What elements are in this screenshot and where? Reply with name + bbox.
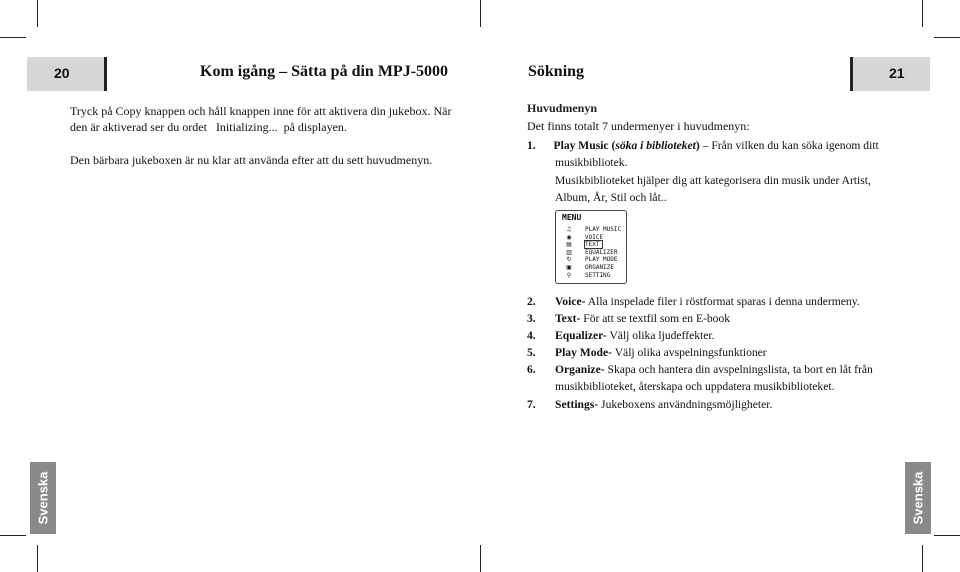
- settings-icon: ⚲: [566, 271, 572, 279]
- screen-menu-label: SETTING: [585, 271, 611, 279]
- screen-menu-list: [562, 226, 622, 279]
- screen-menu-label: PLAY MUSIC: [585, 226, 622, 233]
- item-name: Play Music (: [553, 139, 616, 152]
- crop-mark: [37, 0, 38, 27]
- menu-item-1: [527, 137, 907, 154]
- item-description: Välj olika ljudeffekter.: [606, 329, 715, 342]
- item-description: Skapa och hantera din avspelningslista, ta bort en låt från: [604, 363, 873, 376]
- left-page-number: 20: [54, 65, 70, 81]
- organize-icon: ▣: [566, 263, 572, 271]
- language-tab-label: Svenska: [910, 471, 926, 525]
- crop-mark: [0, 37, 26, 38]
- left-paragraph-2: Den bärbara jukeboxen är nu klar att använda efter att du sett huvudmenyn.: [70, 153, 433, 167]
- item-name-close: ): [695, 139, 700, 152]
- item-description: Alla inspelade filer i röstformat sparas i denna undermeny.: [585, 295, 860, 308]
- item-name: Settings-: [555, 398, 599, 411]
- item-name: Text-: [555, 312, 581, 325]
- screen-menu-label: ORGANIZE: [585, 263, 614, 271]
- menu-item-7: [527, 396, 772, 413]
- menu-item-6: [527, 361, 873, 378]
- screen-menu-item: [562, 264, 622, 272]
- menu-item-6-line-2: [555, 378, 834, 395]
- crop-mark: [480, 0, 481, 27]
- item-number: 6.: [527, 363, 536, 376]
- left-paragraph-1-line-1: Tryck på Copy knappen och håll knappen inne för att aktivera din jukebox. När: [70, 104, 452, 118]
- music-note-icon: ♫: [566, 226, 572, 233]
- item-number: 5.: [527, 346, 536, 359]
- header-divider: [850, 57, 853, 91]
- screen-menu-item: [562, 256, 622, 264]
- voice-icon: ◉: [566, 233, 572, 241]
- menu-item-4: [527, 327, 715, 344]
- crop-mark: [480, 545, 481, 572]
- language-tab-label: Svenska: [35, 471, 51, 525]
- play-mode-icon: ↻: [566, 256, 572, 264]
- item-description: musikbiblioteket, återskapa och uppdatera musikbiblioteket.: [555, 380, 835, 393]
- left-page-title: Kom igång – Sätta på din MPJ-5000: [200, 63, 449, 80]
- item-description: – Från vilken du kan söka igenom ditt: [699, 139, 879, 152]
- screen-menu-item: [562, 234, 622, 242]
- right-page-title: Sökning: [528, 63, 585, 80]
- item-name: Voice-: [555, 295, 586, 308]
- equalizer-icon: ▥: [566, 248, 572, 256]
- item-name: Play Mode-: [555, 346, 612, 359]
- screen-menu-label: VOICE: [585, 233, 604, 241]
- item-name-italic: söka i biblioteket: [615, 139, 696, 152]
- screen-menu-label: PLAY MODE: [585, 256, 618, 264]
- crop-mark: [37, 545, 38, 572]
- section-title: Huvudmenyn: [527, 101, 598, 115]
- device-menu-screen: [555, 210, 627, 284]
- menu-item-1-line-2: musikbibliotek.: [555, 156, 628, 169]
- crop-mark: [922, 545, 923, 572]
- item-number: 2.: [527, 295, 536, 308]
- item-name: Organize-: [555, 363, 605, 376]
- menu-item-5: [527, 344, 767, 361]
- item-number: 7.: [527, 398, 536, 411]
- screen-title: MENU: [562, 213, 582, 222]
- item-name: Equalizer-: [555, 329, 607, 342]
- screen-menu-item-selected: [562, 241, 622, 249]
- menu-item-3: [527, 310, 730, 327]
- left-paragraph-1-line-2: den är aktiverad ser du ordet Initializing... på displayen.: [70, 120, 347, 134]
- item-description: Välj olika avspelningsfunktioner: [612, 346, 767, 359]
- item-description: För att se textfil som en E-book: [580, 312, 731, 325]
- item-number: 3.: [527, 312, 536, 325]
- crop-mark: [934, 535, 960, 536]
- crop-mark: [0, 535, 26, 536]
- menu-item-2: [527, 293, 860, 310]
- item-description: Jukeboxens användningsmöjligheter.: [598, 398, 773, 411]
- section-intro: Det finns totalt 7 undermenyer i huvudmenyn:: [527, 119, 750, 133]
- item-number: 4.: [527, 329, 536, 342]
- crop-mark: [922, 0, 923, 27]
- screen-menu-item: [562, 272, 622, 280]
- language-tab-right: [905, 462, 931, 534]
- screen-menu-label: EQUALIZER: [585, 248, 618, 256]
- text-icon: ▤: [566, 241, 572, 249]
- language-tab-left: [30, 462, 56, 534]
- item-number: 1.: [527, 139, 536, 152]
- menu-item-1-line-4: Album, År, Stil och låt..: [555, 191, 667, 204]
- screen-menu-item: [562, 249, 622, 257]
- header-divider: [104, 57, 107, 91]
- screen-menu-item: [562, 226, 622, 234]
- crop-mark: [934, 37, 960, 38]
- menu-item-1-line-3: Musikbiblioteket hjälper dig att kategorisera din musik under Artist,: [555, 174, 871, 187]
- right-page-number: 21: [889, 65, 905, 81]
- screen-menu-label: TEXT: [585, 241, 602, 248]
